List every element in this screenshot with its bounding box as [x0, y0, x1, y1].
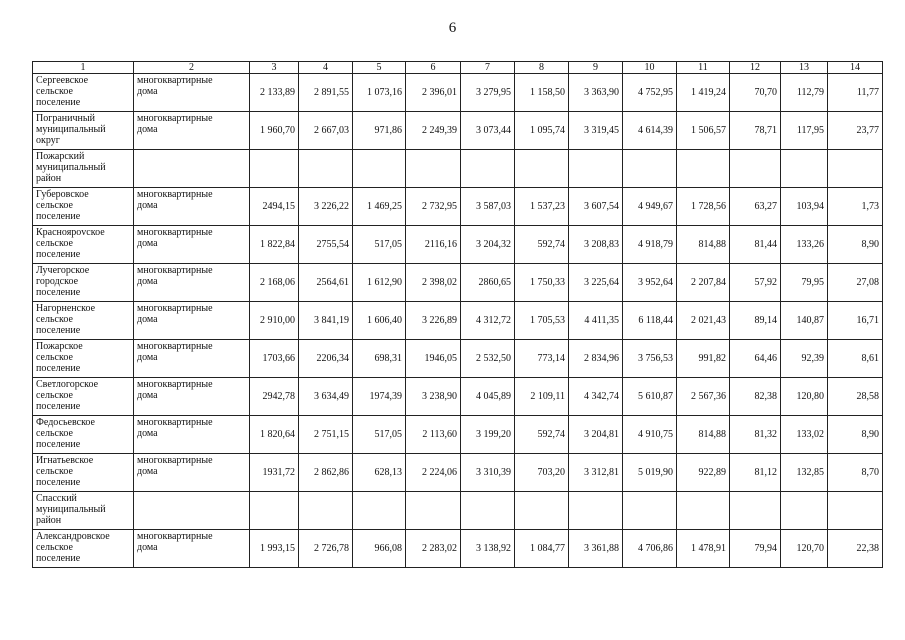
municipality-name-cell [33, 340, 134, 378]
municipality-name-cell [33, 530, 134, 568]
value-cell-col-11: 922,89 [677, 454, 730, 492]
housing-type-cell [134, 150, 250, 188]
value-cell-col-12: 82,38 [730, 378, 781, 416]
housing-type-line: дома [137, 314, 158, 325]
municipality-name-cell [33, 378, 134, 416]
value-cell-col-9 [569, 492, 623, 530]
value-cell-col-4: 2 751,15 [299, 416, 353, 454]
value-cell-col-14: 8,90 [828, 416, 883, 454]
value-cell-col-3: 2 133,89 [250, 74, 299, 112]
municipality-name-line: поселение [36, 439, 81, 450]
value-cell-col-12: 57,92 [730, 264, 781, 302]
value-cell-col-8: 592,74 [515, 416, 569, 454]
housing-type-cell [134, 378, 250, 416]
value-cell-col-11: 1 506,57 [677, 112, 730, 150]
column-number-8: 8 [515, 62, 569, 74]
value-cell-col-5: 1974,39 [353, 378, 406, 416]
housing-type-cell [134, 112, 250, 150]
value-cell-col-3: 1 820,64 [250, 416, 299, 454]
value-cell-col-14: 8,70 [828, 454, 883, 492]
value-cell-col-3 [250, 150, 299, 188]
column-number-row [33, 62, 883, 74]
value-cell-col-5: 966,08 [353, 530, 406, 568]
housing-type-cell [134, 188, 250, 226]
value-cell-col-10 [623, 150, 677, 188]
housing-type-line: многоквартирные [137, 531, 213, 542]
value-cell-col-14: 11,77 [828, 74, 883, 112]
municipality-name-line: муниципальный [36, 504, 106, 515]
column-number-12: 12 [730, 62, 781, 74]
value-cell-col-8: 1 095,74 [515, 112, 569, 150]
municipality-name-line: поселение [36, 97, 81, 108]
value-cell-col-4: 2755,54 [299, 226, 353, 264]
municipality-name-line: сельское [36, 352, 73, 363]
table-row [33, 226, 883, 264]
value-cell-col-5: 628,13 [353, 454, 406, 492]
value-cell-col-11: 2 207,84 [677, 264, 730, 302]
value-cell-col-6: 2 249,39 [406, 112, 461, 150]
table-row [33, 378, 883, 416]
column-number-10: 10 [623, 62, 677, 74]
value-cell-col-11: 1 728,56 [677, 188, 730, 226]
value-cell-col-3: 1 822,84 [250, 226, 299, 264]
value-cell-col-13: 120,70 [781, 530, 828, 568]
housing-type-line: дома [137, 124, 158, 135]
value-cell-col-3 [250, 492, 299, 530]
value-cell-col-7: 3 310,39 [461, 454, 515, 492]
municipality-name-line: сельское [36, 428, 73, 439]
value-cell-col-8: 1 158,50 [515, 74, 569, 112]
housing-type-cell [134, 302, 250, 340]
value-cell-col-13: 132,85 [781, 454, 828, 492]
value-cell-col-4: 3 841,19 [299, 302, 353, 340]
municipality-name-line: поселение [36, 325, 81, 336]
municipality-name-line: муниципальный [36, 124, 106, 135]
municipality-name-line: район [36, 173, 62, 184]
value-cell-col-10: 5 610,87 [623, 378, 677, 416]
value-cell-col-8: 1 705,53 [515, 302, 569, 340]
value-cell-col-5 [353, 492, 406, 530]
value-cell-col-9 [569, 150, 623, 188]
value-cell-col-10: 6 118,44 [623, 302, 677, 340]
housing-type-cell [134, 492, 250, 530]
value-cell-col-9: 3 319,45 [569, 112, 623, 150]
municipality-name-line: район [36, 515, 62, 526]
value-cell-col-9: 3 225,64 [569, 264, 623, 302]
municipality-name-line: поселение [36, 363, 81, 374]
value-cell-col-7: 2 532,50 [461, 340, 515, 378]
municipality-name-line: Лучегорское [36, 265, 90, 276]
value-cell-col-11: 2 567,36 [677, 378, 730, 416]
housing-type-line: дома [137, 466, 158, 477]
value-cell-col-7: 3 073,44 [461, 112, 515, 150]
municipality-name-line: сельское [36, 542, 73, 553]
value-cell-col-4: 2 891,55 [299, 74, 353, 112]
value-cell-col-4: 2 862,86 [299, 454, 353, 492]
value-cell-col-9: 3 208,83 [569, 226, 623, 264]
value-cell-col-6: 1946,05 [406, 340, 461, 378]
value-cell-col-12: 63,27 [730, 188, 781, 226]
value-cell-col-5: 517,05 [353, 416, 406, 454]
value-cell-col-14: 27,08 [828, 264, 883, 302]
value-cell-col-5: 971,86 [353, 112, 406, 150]
value-cell-col-8 [515, 492, 569, 530]
value-cell-col-6: 2 398,02 [406, 264, 461, 302]
housing-type-line: многоквартирные [137, 341, 213, 352]
value-cell-col-7: 4 312,72 [461, 302, 515, 340]
value-cell-col-13 [781, 150, 828, 188]
value-cell-col-10: 4 918,79 [623, 226, 677, 264]
municipality-name-line: городское [36, 276, 79, 287]
municipality-name-line: поселение [36, 553, 81, 564]
value-cell-col-13: 117,95 [781, 112, 828, 150]
value-cell-col-3: 1 993,15 [250, 530, 299, 568]
value-cell-col-6: 2 113,60 [406, 416, 461, 454]
municipality-name-line: Нагорненское [36, 303, 96, 314]
value-cell-col-4 [299, 150, 353, 188]
column-number-5: 5 [353, 62, 406, 74]
value-cell-col-14: 1,73 [828, 188, 883, 226]
municipality-name-line: сельское [36, 238, 73, 249]
table-row [33, 264, 883, 302]
municipality-name-line: сельское [36, 200, 73, 211]
value-cell-col-8: 1 537,23 [515, 188, 569, 226]
value-cell-col-9: 2 834,96 [569, 340, 623, 378]
value-cell-col-9: 3 361,88 [569, 530, 623, 568]
municipality-name-line: поселение [36, 401, 81, 412]
value-cell-col-10: 4 910,75 [623, 416, 677, 454]
housing-type-line: многоквартирные [137, 265, 213, 276]
municipality-name-cell [33, 492, 134, 530]
column-number-14: 14 [828, 62, 883, 74]
municipality-name-line: поселение [36, 211, 81, 222]
value-cell-col-13: 120,80 [781, 378, 828, 416]
value-cell-col-12: 64,46 [730, 340, 781, 378]
value-cell-col-10: 4 614,39 [623, 112, 677, 150]
municipality-name-line: Светлогорское [36, 379, 99, 390]
table-row [33, 74, 883, 112]
municipality-name-line: Пожарское [36, 341, 83, 352]
municipality-name-cell [33, 264, 134, 302]
value-cell-col-14: 16,71 [828, 302, 883, 340]
value-cell-col-12 [730, 150, 781, 188]
municipality-name-cell [33, 150, 134, 188]
value-cell-col-4: 2564,61 [299, 264, 353, 302]
housing-type-line: многоквартирные [137, 227, 213, 238]
municipality-name-cell [33, 188, 134, 226]
value-cell-col-12: 81,32 [730, 416, 781, 454]
municipality-name-line: Спасский [36, 493, 77, 504]
municipality-name-line: муниципальный [36, 162, 106, 173]
housing-type-line: дома [137, 390, 158, 401]
value-cell-col-13: 103,94 [781, 188, 828, 226]
value-cell-col-3: 2 910,00 [250, 302, 299, 340]
value-cell-col-11: 1 419,24 [677, 74, 730, 112]
value-cell-col-13: 133,26 [781, 226, 828, 264]
value-cell-col-11: 1 478,91 [677, 530, 730, 568]
municipality-name-cell [33, 74, 134, 112]
value-cell-col-14: 22,38 [828, 530, 883, 568]
value-cell-col-7: 3 204,32 [461, 226, 515, 264]
municipality-name-line: Александровское [36, 531, 110, 542]
page-number: 6 [448, 20, 457, 36]
municipality-name-line: сельское [36, 466, 73, 477]
value-cell-col-11 [677, 150, 730, 188]
value-cell-col-4: 3 226,22 [299, 188, 353, 226]
column-number-9: 9 [569, 62, 623, 74]
value-cell-col-10: 4 949,67 [623, 188, 677, 226]
value-cell-col-7 [461, 150, 515, 188]
value-cell-col-11: 814,88 [677, 416, 730, 454]
column-number-3: 3 [250, 62, 299, 74]
value-cell-col-10: 4 752,95 [623, 74, 677, 112]
value-cell-col-9: 4 342,74 [569, 378, 623, 416]
municipality-name-line: Пожарский [36, 151, 85, 162]
column-number-2: 2 [134, 62, 250, 74]
value-cell-col-10: 3 756,53 [623, 340, 677, 378]
value-cell-col-9: 3 312,81 [569, 454, 623, 492]
value-cell-col-11 [677, 492, 730, 530]
column-number-7: 7 [461, 62, 515, 74]
column-number-6: 6 [406, 62, 461, 74]
value-cell-col-9: 3 363,90 [569, 74, 623, 112]
housing-type-line: многоквартирные [137, 189, 213, 200]
value-cell-col-8: 773,14 [515, 340, 569, 378]
municipality-name-cell [33, 226, 134, 264]
value-cell-col-12: 89,14 [730, 302, 781, 340]
table-row [33, 454, 883, 492]
municipality-name-line: округ [36, 135, 60, 146]
column-number-13: 13 [781, 62, 828, 74]
value-cell-col-6: 3 238,90 [406, 378, 461, 416]
value-cell-col-5: 1 073,16 [353, 74, 406, 112]
value-cell-col-11: 991,82 [677, 340, 730, 378]
housing-type-line: многоквартирные [137, 303, 213, 314]
municipality-name-line: сельское [36, 86, 73, 97]
value-cell-col-10: 5 019,90 [623, 454, 677, 492]
value-cell-col-8: 592,74 [515, 226, 569, 264]
value-cell-col-11: 2 021,43 [677, 302, 730, 340]
municipality-name-line: поселение [36, 287, 81, 298]
value-cell-col-10: 4 706,86 [623, 530, 677, 568]
value-cell-col-14 [828, 492, 883, 530]
housing-type-line: дома [137, 428, 158, 439]
municipality-name-cell [33, 454, 134, 492]
municipality-name-cell [33, 302, 134, 340]
value-cell-col-14: 8,90 [828, 226, 883, 264]
municipality-name-line: Пограничный [36, 113, 95, 124]
housing-type-line: многоквартирные [137, 379, 213, 390]
value-cell-col-7 [461, 492, 515, 530]
municipality-name-cell [33, 416, 134, 454]
table-row [33, 150, 883, 188]
value-cell-col-6: 2 396,01 [406, 74, 461, 112]
table-body [33, 62, 883, 568]
value-cell-col-13: 140,87 [781, 302, 828, 340]
value-cell-col-9: 4 411,35 [569, 302, 623, 340]
table-row [33, 112, 883, 150]
value-cell-col-5 [353, 150, 406, 188]
value-cell-col-13: 133,02 [781, 416, 828, 454]
value-cell-col-12: 81,44 [730, 226, 781, 264]
value-cell-col-4: 2 726,78 [299, 530, 353, 568]
value-cell-col-14 [828, 150, 883, 188]
housing-type-line: многоквартирные [137, 417, 213, 428]
value-cell-col-9: 3 607,54 [569, 188, 623, 226]
value-cell-col-4: 3 634,49 [299, 378, 353, 416]
housing-type-line: дома [137, 542, 158, 553]
housing-type-cell [134, 226, 250, 264]
value-cell-col-5: 1 469,25 [353, 188, 406, 226]
value-cell-col-11: 814,88 [677, 226, 730, 264]
value-cell-col-5: 698,31 [353, 340, 406, 378]
housing-type-line: дома [137, 352, 158, 363]
value-cell-col-8: 1 084,77 [515, 530, 569, 568]
value-cell-col-3: 1931,72 [250, 454, 299, 492]
municipality-name-line: сельское [36, 314, 73, 325]
value-cell-col-6 [406, 492, 461, 530]
value-cell-col-14: 28,58 [828, 378, 883, 416]
table-row [33, 530, 883, 568]
value-cell-col-6: 2116,16 [406, 226, 461, 264]
housing-type-cell [134, 454, 250, 492]
value-cell-col-10 [623, 492, 677, 530]
municipality-name-line: Губеровское [36, 189, 89, 200]
housing-type-line: дома [137, 238, 158, 249]
value-cell-col-3: 2494,15 [250, 188, 299, 226]
value-cell-col-5: 1 606,40 [353, 302, 406, 340]
municipality-name-cell [33, 112, 134, 150]
value-cell-col-12: 78,71 [730, 112, 781, 150]
value-cell-col-8 [515, 150, 569, 188]
value-cell-col-3: 1703,66 [250, 340, 299, 378]
value-cell-col-14: 23,77 [828, 112, 883, 150]
value-cell-col-13: 112,79 [781, 74, 828, 112]
value-cell-col-13 [781, 492, 828, 530]
housing-type-line: дома [137, 200, 158, 211]
table-row [33, 416, 883, 454]
value-cell-col-6: 2 224,06 [406, 454, 461, 492]
value-cell-col-7: 3 587,03 [461, 188, 515, 226]
column-number-1: 1 [33, 62, 134, 74]
column-number-4: 4 [299, 62, 353, 74]
value-cell-col-3: 2 168,06 [250, 264, 299, 302]
value-cell-col-12: 81,12 [730, 454, 781, 492]
housing-type-line: многоквартирные [137, 75, 213, 86]
value-cell-col-7: 2860,65 [461, 264, 515, 302]
value-cell-col-14: 8,61 [828, 340, 883, 378]
value-cell-col-13: 92,39 [781, 340, 828, 378]
value-cell-col-12 [730, 492, 781, 530]
value-cell-col-7: 3 199,20 [461, 416, 515, 454]
value-cell-col-9: 3 204,81 [569, 416, 623, 454]
value-cell-col-3: 1 960,70 [250, 112, 299, 150]
value-cell-col-4 [299, 492, 353, 530]
value-cell-col-6 [406, 150, 461, 188]
value-cell-col-4: 2206,34 [299, 340, 353, 378]
housing-type-cell [134, 74, 250, 112]
column-number-11: 11 [677, 62, 730, 74]
housing-type-line: дома [137, 276, 158, 287]
housing-type-cell [134, 340, 250, 378]
tariff-table [32, 61, 883, 568]
housing-type-cell [134, 264, 250, 302]
value-cell-col-12: 70,70 [730, 74, 781, 112]
table-row [33, 492, 883, 530]
value-cell-col-6: 2 283,02 [406, 530, 461, 568]
value-cell-col-8: 703,20 [515, 454, 569, 492]
housing-type-line: многоквартирные [137, 455, 213, 466]
table-row [33, 302, 883, 340]
value-cell-col-10: 3 952,64 [623, 264, 677, 302]
table-row [33, 188, 883, 226]
value-cell-col-7: 4 045,89 [461, 378, 515, 416]
value-cell-col-4: 2 667,03 [299, 112, 353, 150]
municipality-name-line: Красноярovское [36, 227, 105, 238]
municipality-name-line: сельское [36, 390, 73, 401]
municipality-name-line: поселение [36, 477, 81, 488]
value-cell-col-6: 2 732,95 [406, 188, 461, 226]
municipality-name-line: Сергеевское [36, 75, 89, 86]
value-cell-col-5: 517,05 [353, 226, 406, 264]
value-cell-col-7: 3 279,95 [461, 74, 515, 112]
value-cell-col-13: 79,95 [781, 264, 828, 302]
housing-type-cell [134, 416, 250, 454]
municipality-name-line: поселение [36, 249, 81, 260]
municipality-name-line: Федосьевское [36, 417, 95, 428]
value-cell-col-7: 3 138,92 [461, 530, 515, 568]
value-cell-col-8: 2 109,11 [515, 378, 569, 416]
housing-type-line: дома [137, 86, 158, 97]
value-cell-col-5: 1 612,90 [353, 264, 406, 302]
value-cell-col-8: 1 750,33 [515, 264, 569, 302]
value-cell-col-12: 79,94 [730, 530, 781, 568]
value-cell-col-3: 2942,78 [250, 378, 299, 416]
housing-type-cell [134, 530, 250, 568]
table-row [33, 340, 883, 378]
municipality-name-line: Игнатьевское [36, 455, 94, 466]
value-cell-col-6: 3 226,89 [406, 302, 461, 340]
housing-type-line: многоквартирные [137, 113, 213, 124]
